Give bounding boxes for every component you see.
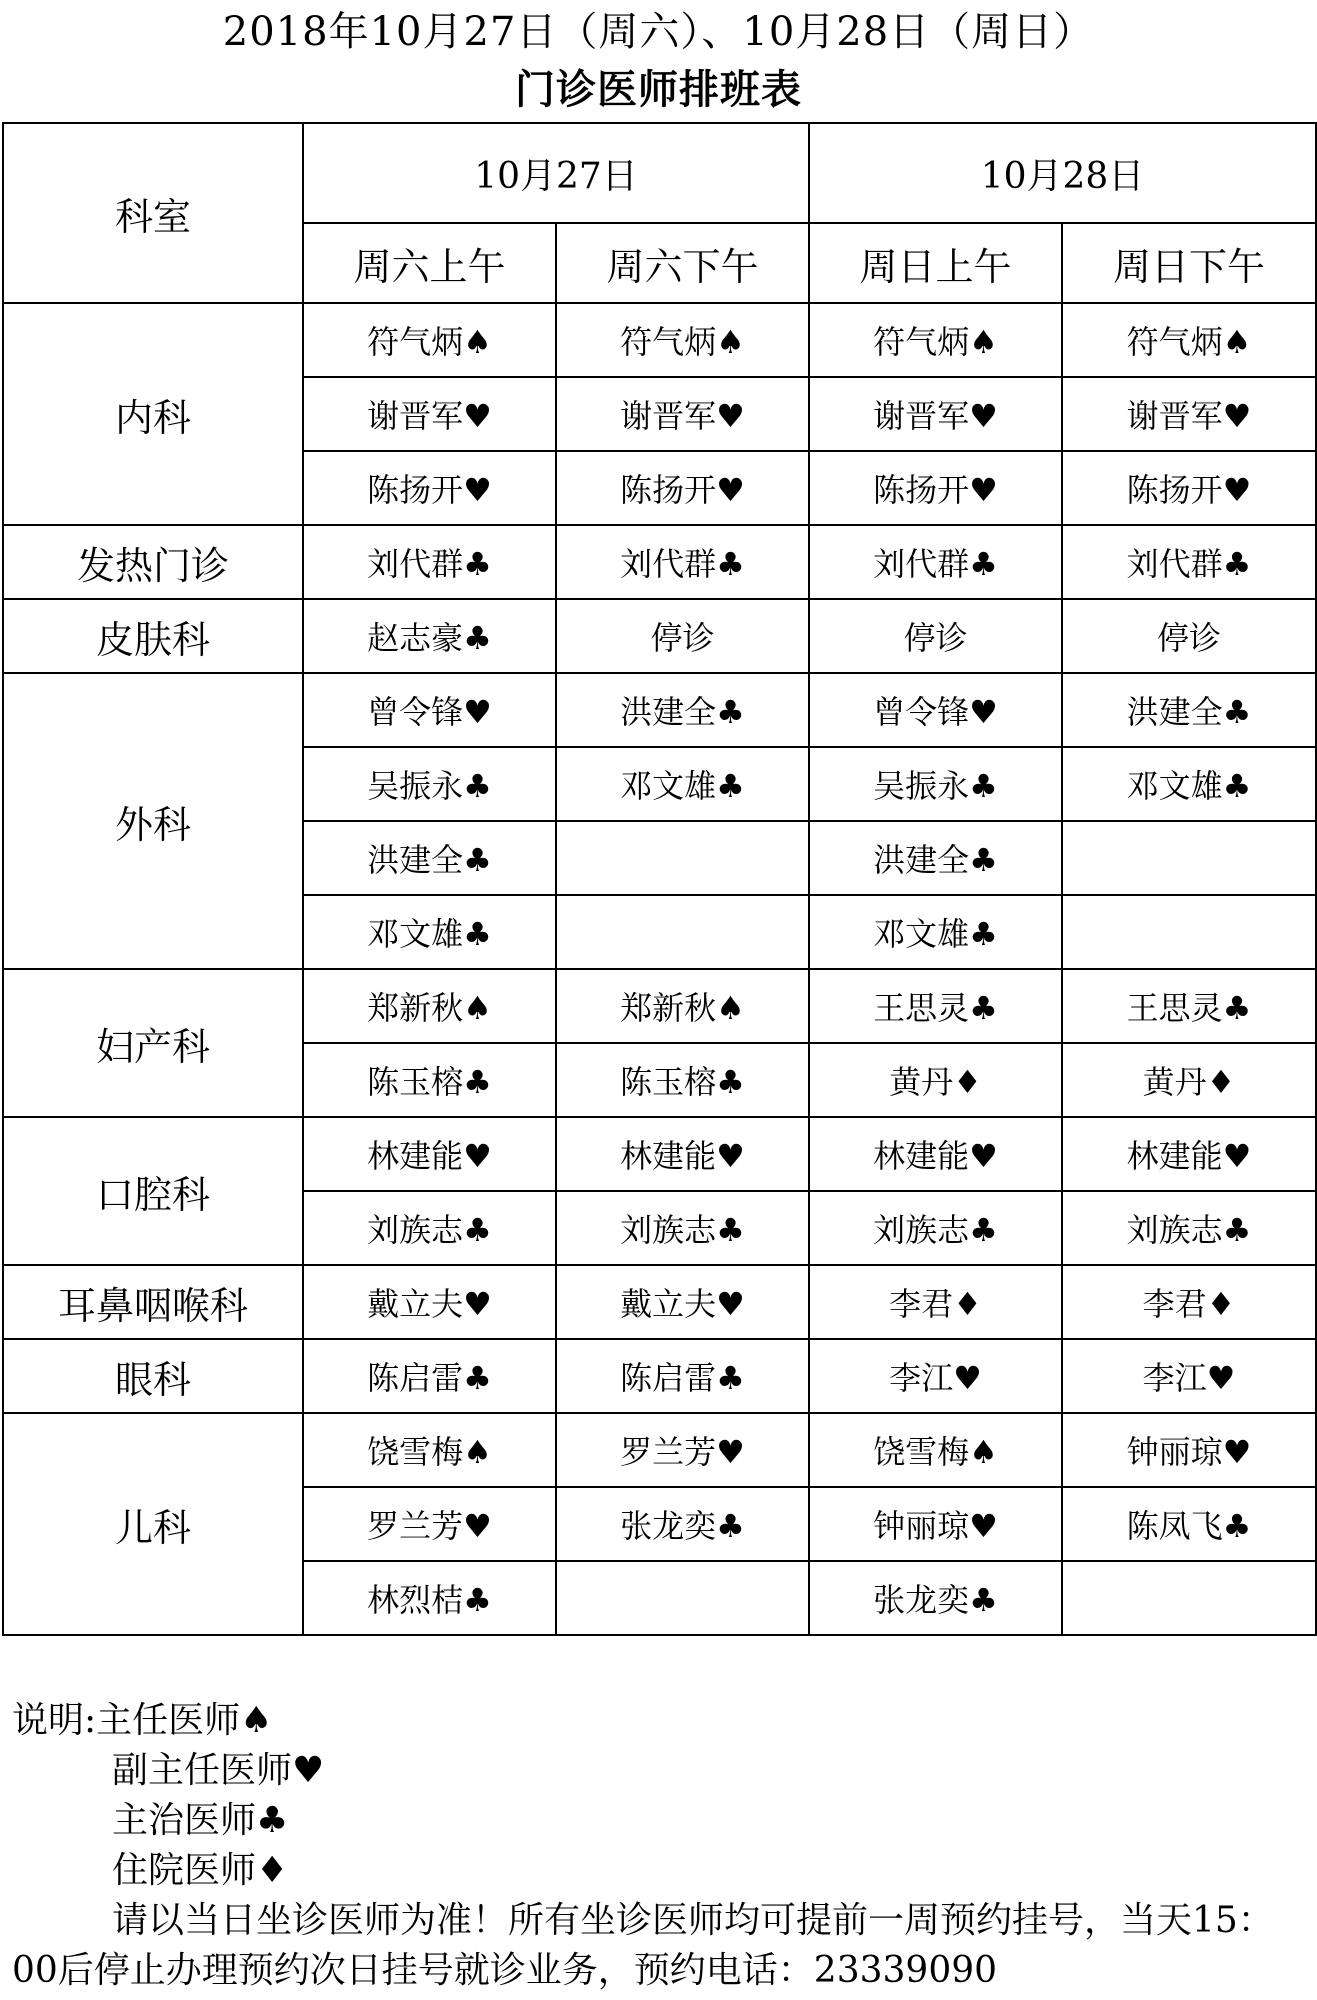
legend-prefix: 说明: (12, 1700, 97, 1741)
doctor-cell: 王思灵♣ (809, 969, 1062, 1043)
doctor-cell (556, 821, 809, 895)
legend-notes (12, 1696, 1307, 1996)
doctor-cell: 林建能♥ (1062, 1117, 1316, 1191)
doctor-cell: 洪建全♣ (303, 821, 556, 895)
doctor-cell: 黄丹♦ (809, 1043, 1062, 1117)
doctor-cell (1062, 895, 1316, 969)
doctor-cell: 戴立夫♥ (556, 1265, 809, 1339)
dept-name-cell: 眼科 (3, 1339, 303, 1413)
doctor-cell: 吴振永♣ (809, 747, 1062, 821)
schedule-table (2, 122, 1317, 1636)
dept-name-cell: 皮肤科 (3, 599, 303, 673)
doctor-cell: 陈扬开♥ (1062, 451, 1316, 525)
doctor-cell: 洪建全♣ (1062, 673, 1316, 747)
table-row (3, 1265, 1316, 1339)
schedule-title: 门诊医师排班表 (515, 66, 802, 113)
doctor-cell: 刘族志♣ (303, 1191, 556, 1265)
doctor-cell: 刘代群♣ (1062, 525, 1316, 599)
doctor-cell: 邓文雄♣ (809, 895, 1062, 969)
doctor-cell: 陈玉榕♣ (303, 1043, 556, 1117)
table-row (3, 673, 1316, 747)
doctor-cell: 李君♦ (1062, 1265, 1316, 1339)
doctor-cell: 曾令锋♥ (303, 673, 556, 747)
doctor-cell: 郑新秋♠ (556, 969, 809, 1043)
dept-name-cell: 儿科 (3, 1413, 303, 1635)
dept-name-cell: 耳鼻咽喉科 (3, 1265, 303, 1339)
doctor-cell: 钟丽琼♥ (1062, 1413, 1316, 1487)
doctor-cell: 王思灵♣ (1062, 969, 1316, 1043)
doctor-cell: 符气炳♠ (809, 303, 1062, 377)
doctor-cell: 停诊 (1062, 599, 1316, 673)
table-row (3, 525, 1316, 599)
doctor-cell: 饶雪梅♠ (809, 1413, 1062, 1487)
doctor-cell: 邓文雄♣ (303, 895, 556, 969)
doctor-cell: 黄丹♦ (1062, 1043, 1316, 1117)
doctor-cell: 停诊 (556, 599, 809, 673)
dept-name-cell: 外科 (3, 673, 303, 969)
doctor-cell: 曾令锋♥ (809, 673, 1062, 747)
session-header-sat-pm: 周六下午 (556, 223, 809, 303)
legend-line (12, 1696, 1307, 1746)
doctor-cell: 刘代群♣ (809, 525, 1062, 599)
session-header-sat-am: 周六上午 (303, 223, 556, 303)
legend-associate-chief: 副主任医师♥ (112, 1750, 325, 1791)
doctor-cell: 停诊 (809, 599, 1062, 673)
dept-name-cell: 发热门诊 (3, 525, 303, 599)
doctor-cell: 李君♦ (809, 1265, 1062, 1339)
booking-notice: 请以当日坐诊医师为准！所有坐诊医师均可提前一周预约挂号，当天15：00后停止办理预约次日挂号就诊业务，预约电话：23339090 (12, 1900, 1274, 1991)
doctor-cell: 邓文雄♣ (1062, 747, 1316, 821)
table-row (3, 1117, 1316, 1191)
doctor-cell: 符气炳♠ (303, 303, 556, 377)
doctor-cell: 陈玉榕♣ (556, 1043, 809, 1117)
doctor-cell: 李江♥ (1062, 1339, 1316, 1413)
doctor-cell: 符气炳♠ (1062, 303, 1316, 377)
doctor-cell: 钟丽琼♥ (809, 1487, 1062, 1561)
doctor-cell: 谢晋军♥ (1062, 377, 1316, 451)
doctor-cell: 洪建全♣ (556, 673, 809, 747)
doctor-cell: 刘族志♣ (809, 1191, 1062, 1265)
doctor-cell (1062, 1561, 1316, 1635)
doctor-cell: 张龙奕♣ (809, 1561, 1062, 1635)
doctor-cell (556, 895, 809, 969)
doctor-cell: 陈启雷♣ (556, 1339, 809, 1413)
doctor-cell: 李江♥ (809, 1339, 1062, 1413)
doctor-cell: 刘代群♣ (303, 525, 556, 599)
date-header-oct28: 10月28日 (809, 123, 1316, 223)
doctor-cell: 陈扬开♥ (556, 451, 809, 525)
doctor-cell: 洪建全♣ (809, 821, 1062, 895)
doctor-cell: 谢晋军♥ (303, 377, 556, 451)
schedule-title-dates: 2018年10月27日（周六）、10月28日（周日） (222, 9, 1095, 55)
doctor-cell (556, 1561, 809, 1635)
dept-name-cell: 口腔科 (3, 1117, 303, 1265)
doctor-cell: 邓文雄♣ (556, 747, 809, 821)
doctor-cell: 饶雪梅♠ (303, 1413, 556, 1487)
doctor-cell: 刘族志♣ (1062, 1191, 1316, 1265)
doctor-cell: 陈凤飞♣ (1062, 1487, 1316, 1561)
table-row (3, 1413, 1316, 1487)
doctor-cell: 谢晋军♥ (556, 377, 809, 451)
legend-resident: 住院医师♦ (112, 1850, 289, 1891)
doctor-cell: 林建能♥ (303, 1117, 556, 1191)
doctor-cell: 吴振永♣ (303, 747, 556, 821)
doctor-cell: 林建能♥ (556, 1117, 809, 1191)
doctor-cell: 罗兰芳♥ (303, 1487, 556, 1561)
doctor-cell: 戴立夫♥ (303, 1265, 556, 1339)
table-row (3, 599, 1316, 673)
doctor-cell: 郑新秋♠ (303, 969, 556, 1043)
table-row (3, 303, 1316, 377)
doctor-cell: 罗兰芳♥ (556, 1413, 809, 1487)
doctor-cell: 林烈桔♣ (303, 1561, 556, 1635)
doctor-cell: 陈启雷♣ (303, 1339, 556, 1413)
dept-name-cell: 妇产科 (3, 969, 303, 1117)
doctor-cell: 刘代群♣ (556, 525, 809, 599)
doctor-cell (1062, 821, 1316, 895)
date-header-oct27: 10月27日 (303, 123, 809, 223)
session-header-sun-am: 周日上午 (809, 223, 1062, 303)
doctor-cell: 陈扬开♥ (303, 451, 556, 525)
doctor-cell: 陈扬开♥ (809, 451, 1062, 525)
doctor-cell: 张龙奕♣ (556, 1487, 809, 1561)
legend-attending: 主治医师♣ (112, 1800, 289, 1841)
table-row (3, 969, 1316, 1043)
table-row (3, 1339, 1316, 1413)
session-header-sun-pm: 周日下午 (1062, 223, 1316, 303)
doctor-cell: 赵志豪♣ (303, 599, 556, 673)
doctor-cell: 刘族志♣ (556, 1191, 809, 1265)
doctor-cell: 林建能♥ (809, 1117, 1062, 1191)
doctor-cell: 符气炳♠ (556, 303, 809, 377)
dept-name-cell: 内科 (3, 303, 303, 525)
legend-chief-physician: 主任医师♠ (96, 1700, 273, 1741)
dept-column-header: 科室 (3, 123, 303, 303)
doctor-cell: 谢晋军♥ (809, 377, 1062, 451)
